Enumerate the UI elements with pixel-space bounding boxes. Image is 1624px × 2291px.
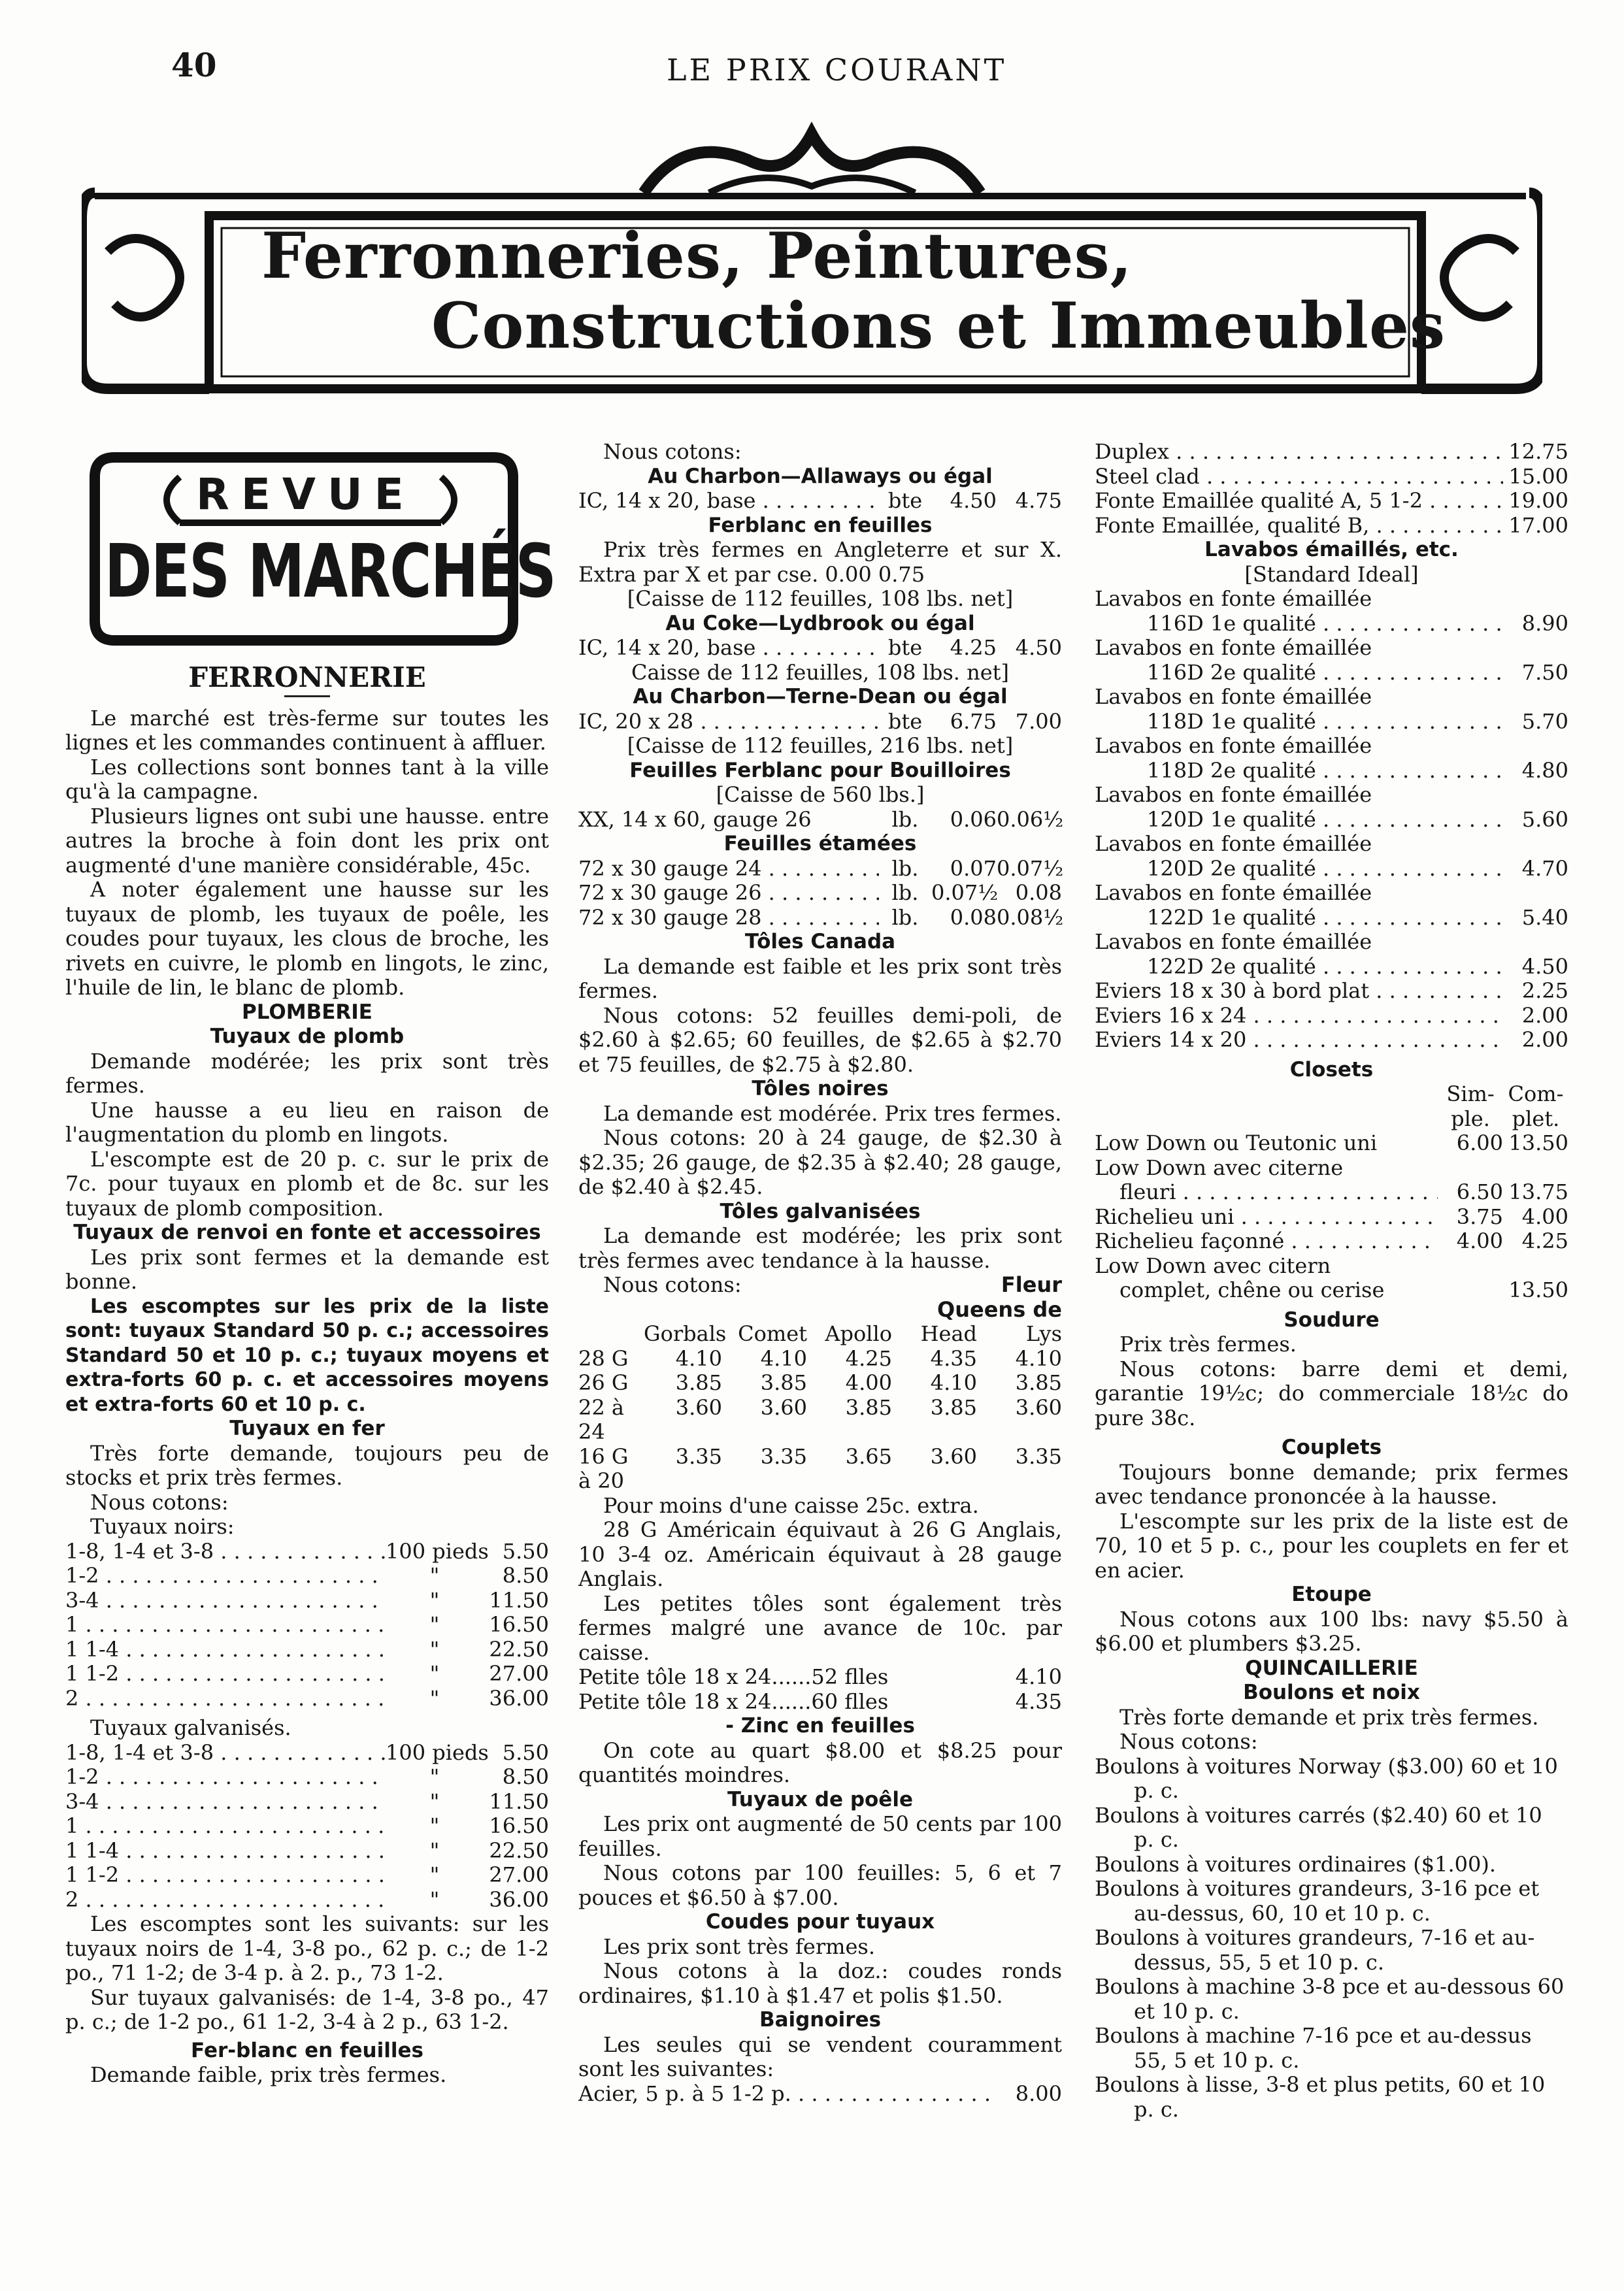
label: Nous cotons:	[90, 1489, 229, 1515]
paragraph: La demande est modérée. Prix tres fermes.	[603, 1100, 1062, 1126]
price-row: IC, 20 x 28 . . . bte 6.75 7.00	[578, 710, 1062, 734]
paragraph: Nous cotons: barre demi et demi, garantie 19½c; do commerciale 18½c do pure 38c.	[1095, 1356, 1568, 1430]
price-row: Eviers 18 x 30 à bord plat . . . 2.25	[1095, 979, 1568, 1004]
subheading: Au Charbon—Allaways ou égal	[648, 464, 993, 488]
price-row: Fonte Emaillée, qualité B, . . . 17.00	[1095, 514, 1568, 538]
lavabo-item: Lavabos en fonte émaillée 116D 1e qualité . . . 8.90	[1095, 587, 1568, 636]
price-row: 1-2 . . . " 8.50	[65, 1765, 549, 1790]
list-item: Boulons à machine 7-16 pce et au-dessus 55, 5 et 10 p. c.	[1095, 2023, 1532, 2073]
paragraph: Toujours bonne demande; prix fermes avec tendance prononcée à la hausse.	[1095, 1459, 1568, 1509]
price-list-noirs	[65, 1540, 549, 1711]
price-row: Petite tôle 18 x 24......60 flles 4.35	[578, 1689, 1062, 1714]
table-row: 26 G 3.85 3.85 4.00 4.10 3.85	[578, 1370, 1062, 1395]
price-row: 1 1-4 . . . " 22.50	[65, 1839, 549, 1864]
price-row: complet, chêne ou cerise 13.50	[1119, 1277, 1568, 1302]
subheading: Au Charbon—Terne-Dean ou égal	[633, 685, 1008, 708]
table-header: Nous cotons: Fleur	[603, 1272, 1062, 1297]
note: [Standard Ideal]	[1244, 561, 1419, 587]
label: Low Down avec citern	[1095, 1253, 1331, 1278]
price-row: 1-8, 1-4 et 3-8 . . . 100 pieds 5.50	[65, 1741, 549, 1766]
paragraph: Prix très fermes.	[1119, 1332, 1297, 1357]
column-middle	[578, 440, 1062, 2106]
subheading: Tuyaux de poêle	[727, 1787, 913, 1811]
price-list-galvanises	[65, 1741, 549, 1913]
lavabo-item: Lavabos en fonte émaillée 122D 2e qualité . . . 4.50	[1095, 930, 1568, 979]
price-row: 1-8, 1-4 et 3-8 . . . 100 pieds 5.50	[65, 1540, 549, 1564]
list-item: Boulons à voitures Norway ($3.00) 60 et 10 p. c.	[1095, 1753, 1558, 1803]
label: Nous cotons:	[603, 439, 742, 464]
list-item: Boulons à voitures grandeurs, 3-16 pce et au-dessus, 60, 10 et 10 p. c.	[1095, 1876, 1540, 1926]
list-item: Boulons à machine 3-8 pce et au-dessous 60 et 10 p. c.	[1095, 1974, 1565, 2024]
table-row: 16 G à 20 3.35 3.35 3.65 3.60 3.35	[578, 1443, 1062, 1493]
subheading-tuyaux-fer: Tuyaux en fer	[229, 1417, 385, 1440]
subheading: Coudes pour tuyaux	[705, 1910, 935, 1934]
label: Tuyaux galvanisés.	[90, 1715, 291, 1740]
paragraph: On cote au quart $8.00 et $8.25 pour quantités moindres.	[578, 1738, 1062, 1787]
price-row: Richelieu façonné . . . 4.00 4.25	[1095, 1229, 1568, 1254]
price-row: fleuri . . . 6.50 13.75	[1095, 1180, 1568, 1205]
paragraph-bold: Les escomptes sur les prix de la liste sont: tuyaux Standard 50 p. c.; accessoires Standard 50 et 10 p. c.; tuyaux moyens et extra-forts 60 p. c. et accessoires moyens et extra-forts 60 et 10 p. c.	[65, 1294, 549, 1416]
table-header-row: Gorbals Comet Apollo Head Lys	[644, 1321, 1062, 1346]
section-heading-plomberie: PLOMBERIE	[242, 1000, 373, 1024]
paragraph: Les collections sont bonnes tant à la ville qu'à la campagne.	[65, 754, 549, 804]
price-row: IC, 14 x 20, base . . . bte 4.25 4.50	[578, 636, 1062, 661]
subheading: Ferblanc en feuilles	[708, 513, 933, 537]
paragraph: Pour moins d'une caisse 25c. extra.	[603, 1492, 979, 1518]
price-row: 1-2 . . . " 8.50	[65, 1564, 549, 1589]
price-row: Fonte Emaillée qualité A, 5 1-2 . . . 19.00	[1095, 489, 1568, 514]
subheading: Soudure	[1284, 1308, 1380, 1332]
list-item: Boulons à voitures ordinaires ($1.00).	[1095, 1851, 1496, 1877]
paragraph: Les petites tôles sont également très fermes malgré une avance de 10c. par caisse.	[578, 1591, 1062, 1665]
table-row: 22 à 24 3.60 3.60 3.85 3.85 3.60	[578, 1394, 1062, 1444]
price-row: Steel clad . . . 15.00	[1095, 465, 1568, 489]
label: Tuyaux noirs:	[90, 1514, 235, 1539]
price-row: 72 x 30 gauge 28 . . . lb. 0.08 0.08½	[578, 906, 1062, 931]
subheading-fer-blanc: Fer-blanc en feuilles	[191, 2038, 423, 2062]
price-row: Acier, 5 p. à 5 1-2 p. . . . 8.00	[578, 2082, 1062, 2107]
running-head: LE PRIX COURANT	[667, 52, 1007, 88]
lavabo-item: Lavabos en fonte émaillée 118D 2e qualité . . . 4.80	[1095, 734, 1568, 783]
subheading: Feuilles étamées	[723, 832, 917, 855]
column-left	[65, 661, 549, 2088]
paragraph: 28 G Américain équivaut à 26 G Anglais, 10 3-4 oz. Américain équivaut à 28 gauge Anglais.	[578, 1517, 1062, 1591]
paragraph: A noter également une hausse sur les tuyaux de plomb, les tuyaux de poêle, les coudes pour tuyaux, les clous de broche, les rivets en cuivre, le plomb en lingots, le zinc, l'huile de lin, le blanc de plomb.	[65, 877, 549, 1000]
price-row: 1 1-2 . . . " 27.00	[65, 1662, 549, 1687]
paragraph: Nous cotons: 52 feuilles demi-poli, de $2.60 à $2.65; 60 feuilles, de $2.65 à $2.70 et 75 feuilles, de $2.75 à $2.80.	[578, 1002, 1062, 1077]
list-item: Boulons à voitures grandeurs, 7-16 et au-dessus, 55, 5 et 10 p. c.	[1095, 1925, 1535, 1975]
price-row: Prix très fermes en Angleterre et sur X. Extra par X et par cse. 0.00 0.75	[578, 537, 1062, 587]
price-row: 1 1-4 . . . " 22.50	[65, 1638, 549, 1662]
price-row: Eviers 14 x 20 . . . 2.00	[1095, 1028, 1568, 1053]
list-item: Boulons à voitures carrés ($2.40) 60 et 10 p. c.	[1095, 1802, 1542, 1852]
paragraph: Très forte demande, toujours peu de stocks et prix très fermes.	[65, 1440, 549, 1490]
subheading: Boulons et noix	[1243, 1681, 1420, 1704]
price-row: IC, 14 x 20, base . . . bte 4.50 4.75	[578, 489, 1062, 514]
lavabo-item: Lavabos en fonte émaillée 118D 1e qualité . . . 5.70	[1095, 685, 1568, 734]
paragraph: Nous cotons par 100 feuilles: 5, 6 et 7 pouces et $6.50 à $7.00.	[578, 1860, 1062, 1910]
label: Low Down avec citerne	[1095, 1155, 1344, 1180]
note: [Caisse de 560 lbs.]	[716, 782, 925, 807]
paragraph: Demande modérée; les prix sont très fermes.	[65, 1048, 549, 1098]
subheading-tuyaux-plomb: Tuyaux de plomb	[210, 1025, 405, 1048]
note: Caisse de 112 feuilles, 108 lbs. net]	[631, 659, 1009, 685]
subheading: Couplets	[1281, 1436, 1382, 1459]
subheading: Tôles noires	[752, 1077, 889, 1100]
paragraph: Nous cotons: 20 à 24 gauge, de $2.30 à $2.35; 26 gauge, de $2.35 à $2.40; 28 gauge, de $2.40 à $2.45.	[578, 1125, 1062, 1199]
price-row: 72 x 30 gauge 26 . . . lb. 0.07½ 0.08	[578, 881, 1062, 906]
subheading: - Zinc en feuilles	[725, 1714, 915, 1738]
price-row: XX, 14 x 60, gauge 26 lb. 0.06 0.06½	[578, 806, 1064, 832]
paragraph: L'escompte est de 20 p. c. sur le prix de 7c. pour tuyaux en plomb et de 8c. sur les tuyaux de plomb composition.	[65, 1146, 549, 1221]
price-row: Eviers 16 x 24 . . . 2.00	[1095, 1004, 1568, 1029]
paragraph: Très forte demande et prix très fermes.	[1119, 1704, 1539, 1730]
table-header: ple. plet.	[1451, 1106, 1560, 1131]
subheading: Lavabos émaillés, etc.	[1204, 538, 1459, 561]
price-row: 3-4 . . . " 11.50	[65, 1589, 549, 1613]
paragraph: La demande est faible et les prix sont très fermes.	[578, 953, 1062, 1003]
subheading: Etoupe	[1291, 1583, 1372, 1606]
revue-title: REVUE	[196, 469, 416, 519]
price-row: Duplex . . . 12.75	[1095, 440, 1568, 465]
lavabo-item: Lavabos en fonte émaillée 116D 2e qualité . . . 7.50	[1095, 636, 1568, 685]
paragraph: La demande est modérée; les prix sont très fermes avec tendance à la hausse.	[578, 1223, 1062, 1273]
note: [Caisse de 112 feuilles, 108 lbs. net]	[627, 586, 1014, 611]
paragraph: Les escomptes sont les suivants: sur les tuyaux noirs de 1-4, 3-8 po., 62 p. c.; de 1-2 po., 71 1-2; de 3-4 p. à 2. p., 73 1-2.	[65, 1911, 549, 1985]
price-row: 2 . . . " 36.00	[65, 1687, 549, 1711]
section-heading-ferronnerie: FERRONNERIE	[188, 661, 426, 693]
paragraph: Les prix sont fermes et la demande est bonne.	[65, 1244, 549, 1294]
table-header: Sim- Com-	[1446, 1081, 1564, 1106]
price-row: Richelieu uni . . . 3.75 4.00	[1095, 1205, 1568, 1230]
price-row: 1 . . . " 16.50	[65, 1613, 549, 1638]
paragraph: Les prix ont augmenté de 50 cents par 100 feuilles.	[578, 1811, 1062, 1861]
lavabo-item: Lavabos en fonte émaillée 122D 1e qualité . . . 5.40	[1095, 881, 1568, 930]
subheading: Baignoires	[759, 2008, 882, 2032]
paragraph: Plusieurs lignes ont subi une hausse. entre autres la broche à foin dont les prix ont augmenté d'une manière considérable, 45c.	[65, 803, 549, 878]
paragraph: Sur tuyaux galvanisés: de 1-4, 3-8 po., 47 p. c.; de 1-2 po., 61 1-2, 3-4 à 2 p., 63 1-2.	[65, 1985, 549, 2034]
paragraph: Les prix sont très fermes.	[603, 1934, 875, 1959]
banner-title-line1: Ferronneries, Peintures,	[261, 219, 1133, 293]
banner-title-line2: Constructions et Immeubles	[431, 289, 1446, 363]
price-row: 1 . . . " 16.50	[65, 1814, 549, 1839]
paragraph: Le marché est très-ferme sur toutes les lignes et les commandes continuent à affluer.	[65, 705, 549, 755]
price-row: Low Down ou Teutonic uni 6.00 13.50	[1095, 1130, 1568, 1155]
paragraph: Une hausse a eu lieu en raison de l'augmentation du plomb en lingots.	[65, 1097, 549, 1147]
list-item: Boulons à lisse, 3-8 et plus petits, 60 et 10 p. c.	[1095, 2072, 1546, 2122]
column-right	[1095, 440, 1568, 2122]
table-header: Queens de	[937, 1296, 1062, 1322]
paragraph: Les seules qui se vendent couramment sont les suivantes:	[578, 2032, 1062, 2081]
page-number: 40	[171, 46, 217, 84]
paragraph: Nous cotons aux 100 lbs: navy $5.50 à $6.00 et plumbers $3.25.	[1095, 1606, 1568, 1656]
table-row: 28 G 4.10 4.10 4.25 4.35 4.10	[578, 1345, 1062, 1371]
subheading-tuyaux-renvoi: Tuyaux de renvoi en fonte et accessoires	[73, 1221, 541, 1244]
lavabo-item: Lavabos en fonte émaillée 120D 1e qualité . . . 5.60	[1095, 783, 1568, 832]
paragraph: Nous cotons à la doz.: coudes ronds ordinaires, $1.10 à $1.47 et polis $1.50.	[578, 1958, 1062, 2008]
label: Nous cotons:	[1119, 1729, 1258, 1754]
paragraph: L'escompte sur les prix de la liste est de 70, 10 et 5 p. c., pour les couplets en fer et en acier.	[1095, 1508, 1568, 1583]
price-row: 1 1-2 . . . " 27.00	[65, 1863, 549, 1888]
subheading: Closets	[1289, 1057, 1374, 1081]
section-heading-quincaillerie: QUINCAILLERIE	[1245, 1656, 1418, 1680]
subheading: Tôles galvanisées	[720, 1199, 921, 1223]
note: [Caisse de 112 feuilles, 216 lbs. net]	[627, 733, 1014, 758]
price-row: Petite tôle 18 x 24......52 flles 4.10	[578, 1664, 1062, 1689]
heading-rule	[284, 695, 330, 697]
subheading: Tôles Canada	[744, 930, 896, 953]
price-row: 3-4 . . . " 11.50	[65, 1790, 549, 1815]
price-row: 72 x 30 gauge 24 . . . lb. 0.07 0.07½	[578, 857, 1062, 882]
paragraph: Demande faible, prix très fermes.	[90, 2062, 447, 2087]
revue-subtitle: DES MARCHÉS	[105, 529, 555, 614]
lavabo-item: Lavabos en fonte émaillée 120D 2e qualité . . . 4.70	[1095, 832, 1568, 881]
subheading: Au Coke—Lydbrook ou égal	[665, 611, 975, 635]
price-row: 2 . . . " 36.00	[65, 1888, 549, 1913]
subheading: Feuilles Ferblanc pour Bouilloires	[629, 758, 1011, 782]
